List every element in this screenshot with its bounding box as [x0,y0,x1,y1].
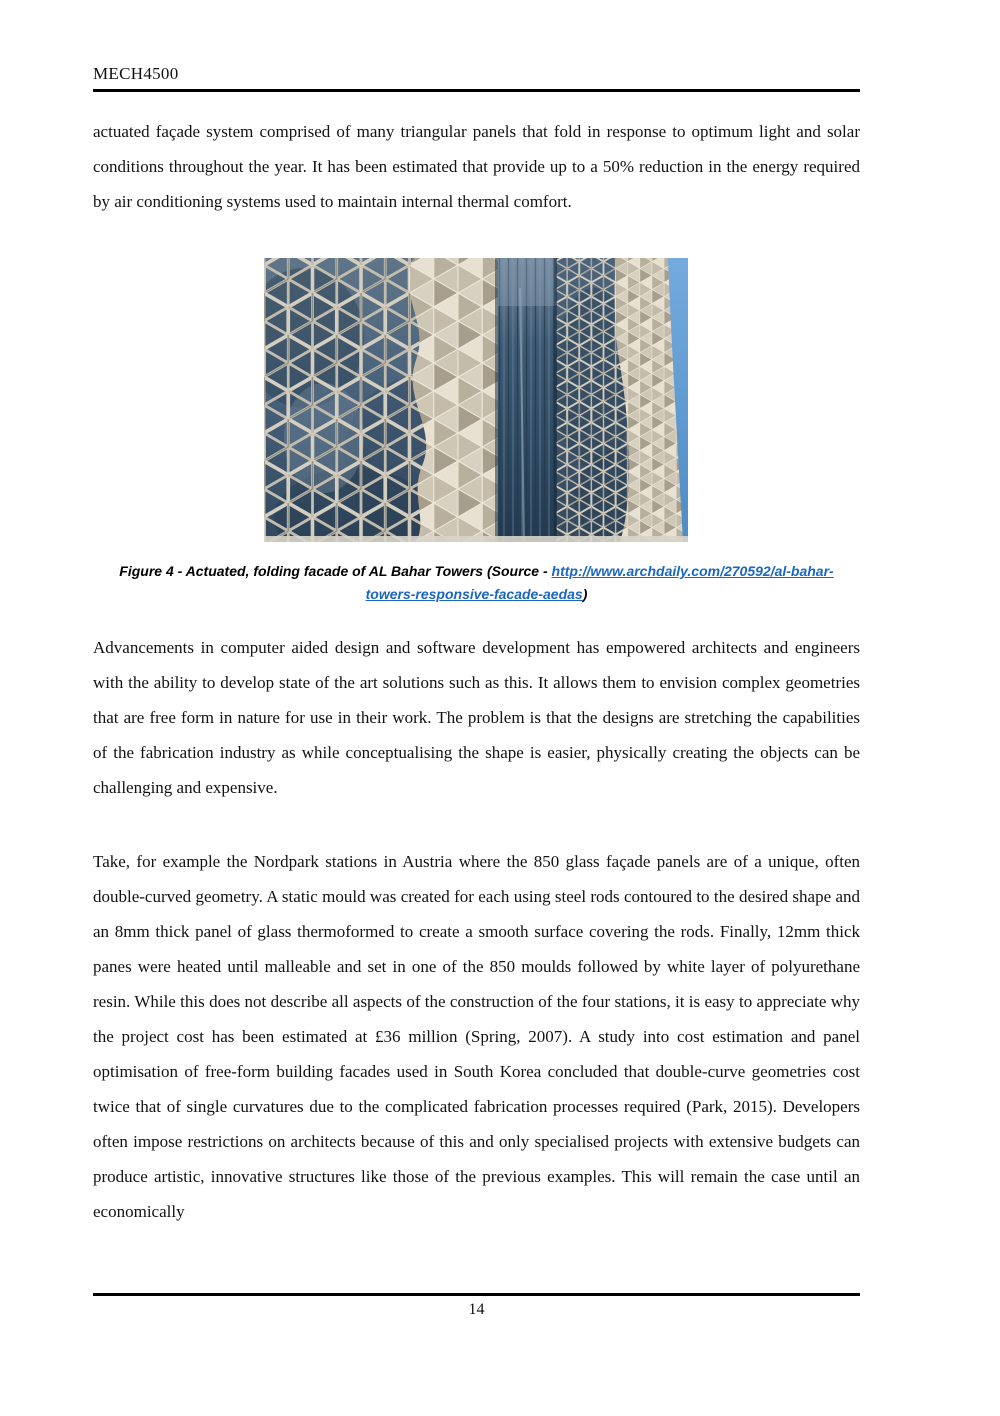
header-divider [93,89,860,92]
body-paragraph-2: Advancements in computer aided design and software development has empowered architects and engineers with the ability to develop state of the art solutions such as this. It allows them to envision complex geometries that are free form in nature for use in their work. The problem is that the designs are stretching the capabilities of the fabrication industry as while conceptualising the shape is easier, physically creating the objects can be challenging and expensive. [93,638,860,797]
page-number: 14 [468,1301,485,1318]
page-header-course-code: MECH4500 [93,64,179,83]
figure-source-link[interactable]: http://www.archdaily.com/270592/al-bahar-towers-responsive-facade-aedas [365,563,834,602]
footer-divider [93,1293,860,1296]
figure-caption-text: Figure 4 - Actuated, folding facade of AL Bahar Towers (Source - [119,563,552,579]
figure-image [264,258,688,542]
figure-caption-closing: ) [582,586,588,602]
building-facade-photo [264,258,688,542]
body-paragraph-3: Take, for example the Nordpark stations in Austria where the 850 glass façade panels are of a unique, often double-curved geometry. A static mould was created for each using steel rods contoured to the desired shape and an 8mm thick panel of glass thermoformed to create a smooth surface covering the rods. Finally, 12mm thick panes were heated until malleable and set in one of the 850 moulds followed by white layer of polyurethane resin. While this does not describe all aspects of the construction of the four stations, it is easy to appreciate why the project cost has been estimated at £36 million (Spring, 2007). A study into cost estimation and panel optimisation of free-form building facades used in South Korea concluded that double-curve geometries cost twice that of single curvatures due to the complicated fabrication processes required (Park, 2015). Developers often impose restrictions on architects because of this and only specialised projects with extensive budgets can produce artistic, innovative structures like those of the previous examples. This will remain the case until an economically [93,852,860,1221]
figure-caption [115,560,838,606]
body-paragraph-1: actuated façade system comprised of many triangular panels that fold in response to optimum light and solar conditions throughout the year. It has been estimated that provide up to a 50% reduction in the energy required by air conditioning systems used to maintain internal thermal comfort. [93,122,860,211]
